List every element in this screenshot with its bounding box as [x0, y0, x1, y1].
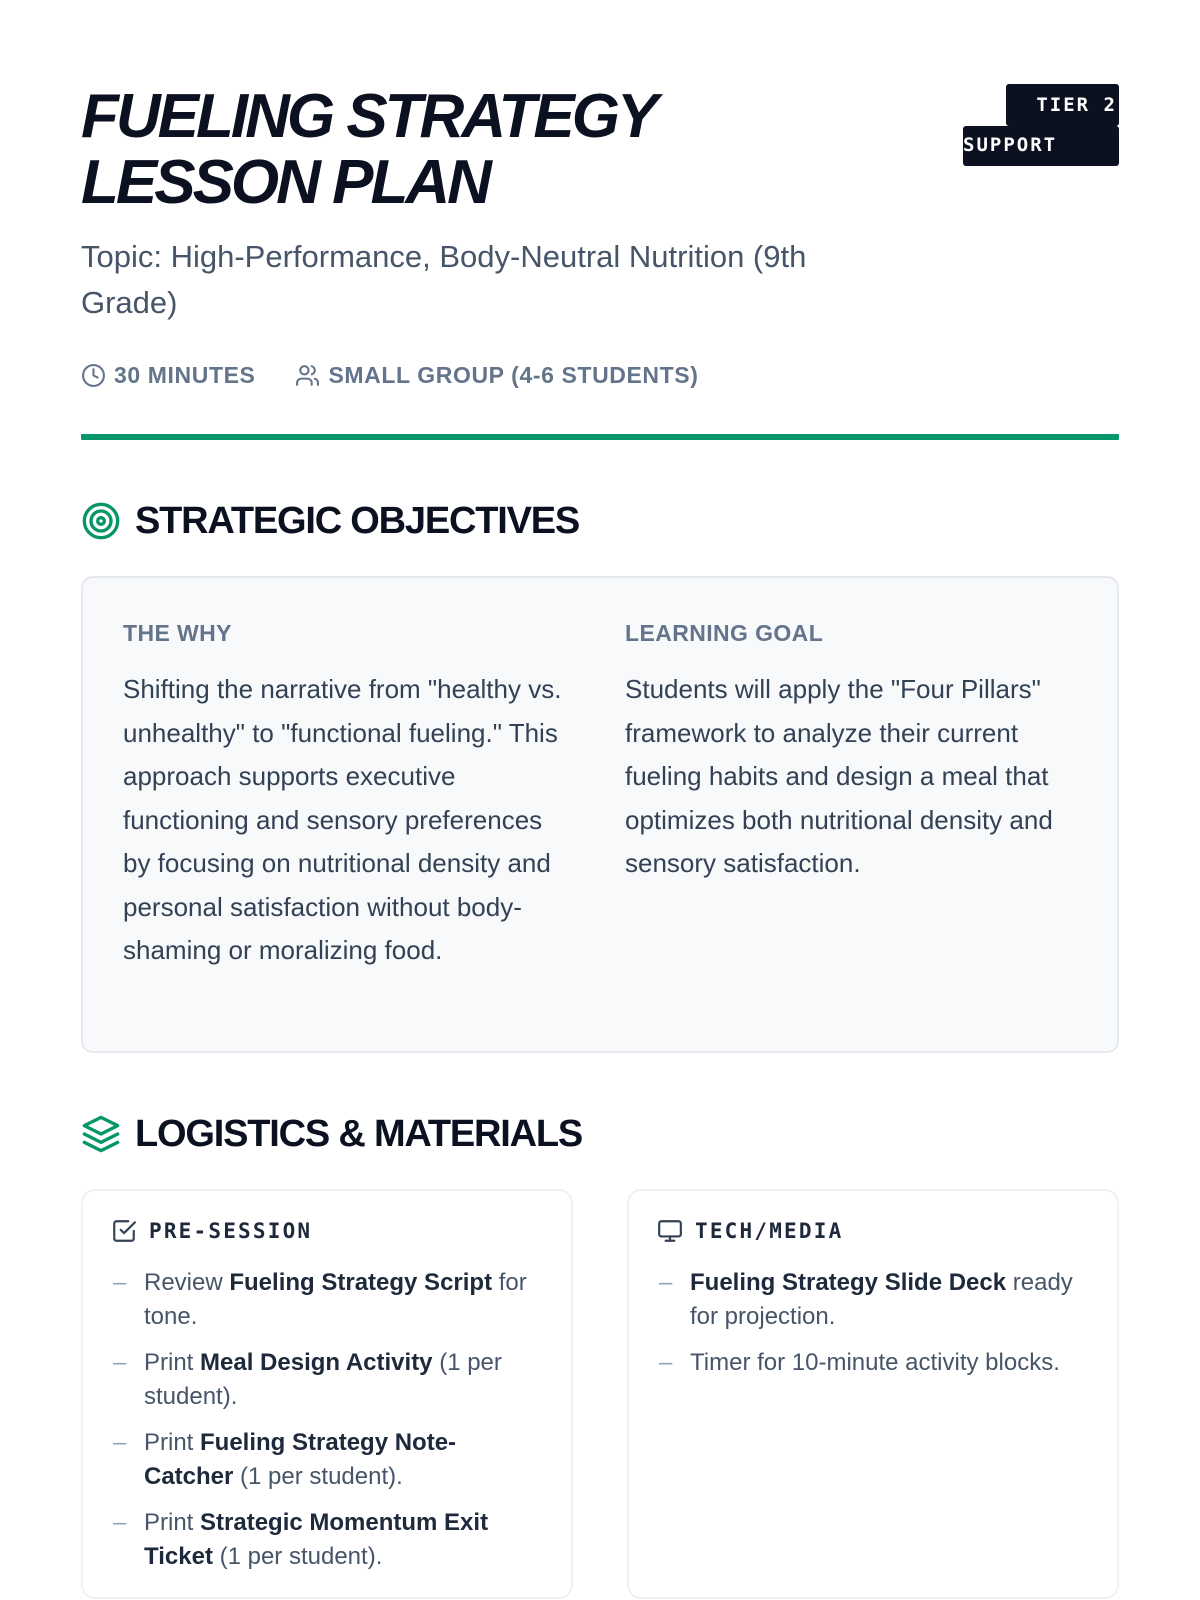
goal-column — [625, 618, 1077, 1051]
duration-text: 30 MINUTES — [114, 361, 256, 388]
item-text-suffix: (1 per student). — [212, 1542, 383, 1570]
tech-media-label: TECH/MEDIA — [695, 1219, 844, 1243]
list-item — [657, 1346, 1089, 1380]
logistics-section — [81, 1111, 1119, 1599]
item-emphasis: Fueling Strategy Script — [229, 1269, 493, 1296]
objectives-section — [81, 498, 1119, 1053]
dash-bullet: – — [113, 1269, 127, 1296]
dash-bullet: – — [113, 1509, 127, 1536]
target-icon — [81, 501, 121, 541]
goal-text: Students will apply the "Four Pillars" framework to analyze their current fueling habits and design a meal that optimizes both nutritional density and sensory satisfaction. — [625, 674, 1053, 878]
logistics-heading: LOGISTICS & MATERIALS — [135, 1112, 582, 1155]
list-item — [111, 1266, 543, 1333]
item-text: Print — [144, 1429, 201, 1456]
item-text: Print — [144, 1509, 201, 1536]
monitor-icon — [657, 1218, 683, 1244]
users-icon — [295, 363, 320, 388]
item-emphasis: Fueling Strategy Note-Catcher — [144, 1429, 457, 1490]
item-text-suffix: for tone. — [144, 1269, 527, 1330]
item-text: Timer for 10-minute activity blocks. — [690, 1349, 1060, 1376]
why-text: Shifting the narrative from "healthy vs. unhealthy" to "functional fueling." This approach supports executive functioning and sensory preferences by focusing on nutritional density and personal satisfaction without body-shaming or moralizing food. — [123, 674, 562, 965]
goal-label: LEARNING GOAL — [625, 620, 824, 646]
tier-badge — [963, 84, 1119, 166]
list-item — [111, 1346, 543, 1413]
pre-session-list — [111, 1266, 543, 1573]
objectives-heading-row — [81, 498, 1119, 544]
pre-session-label: PRE-SESSION — [149, 1219, 313, 1243]
item-emphasis: Fueling Strategy Slide Deck — [690, 1269, 1007, 1296]
checkbox-icon — [111, 1218, 137, 1244]
item-emphasis: Strategic Momentum Exit Ticket — [144, 1509, 489, 1570]
document-header — [81, 84, 1119, 440]
tech-media-card — [627, 1189, 1119, 1599]
header-divider — [81, 434, 1119, 440]
duration-meta — [81, 362, 255, 389]
tech-media-header — [657, 1216, 1089, 1246]
item-text: Print — [144, 1349, 201, 1376]
layers-icon — [81, 1114, 121, 1154]
tier-badge-line1: TIER 2 — [1006, 84, 1119, 126]
item-text-suffix: ready for projection. — [690, 1269, 1073, 1330]
logistics-heading-row — [81, 1111, 1119, 1157]
group-text: SMALL GROUP (4-6 STUDENTS) — [328, 361, 699, 388]
meta-row — [81, 360, 1119, 390]
why-label: THE WHY — [123, 620, 232, 646]
item-text: Review — [144, 1269, 230, 1296]
clock-icon — [81, 363, 106, 388]
item-emphasis: Meal Design Activity — [200, 1349, 433, 1376]
why-column — [123, 618, 575, 1051]
dash-bullet: – — [113, 1349, 127, 1376]
objectives-card — [81, 576, 1119, 1053]
tech-media-list — [657, 1266, 1089, 1380]
objectives-heading: STRATEGIC OBJECTIVES — [135, 499, 580, 542]
list-item — [657, 1266, 1089, 1333]
item-text-suffix: (1 per student). — [144, 1349, 502, 1410]
logistics-cards — [81, 1189, 1119, 1599]
dash-bullet: – — [659, 1349, 673, 1376]
pre-session-header — [111, 1216, 543, 1246]
pre-session-card — [81, 1189, 573, 1599]
group-meta — [295, 362, 698, 389]
item-text-suffix: (1 per student). — [233, 1462, 403, 1490]
dash-bullet: – — [113, 1429, 127, 1456]
list-item — [111, 1506, 543, 1573]
dash-bullet: – — [659, 1269, 673, 1296]
tier-badge-line2: SUPPORT — [963, 126, 1119, 166]
page-title: FUELING STRATEGY LESSON PLAN — [81, 82, 655, 217]
topic-subtitle: Topic: High-Performance, Body-Neutral Nutrition (9th Grade) — [81, 239, 807, 320]
list-item — [111, 1426, 543, 1493]
